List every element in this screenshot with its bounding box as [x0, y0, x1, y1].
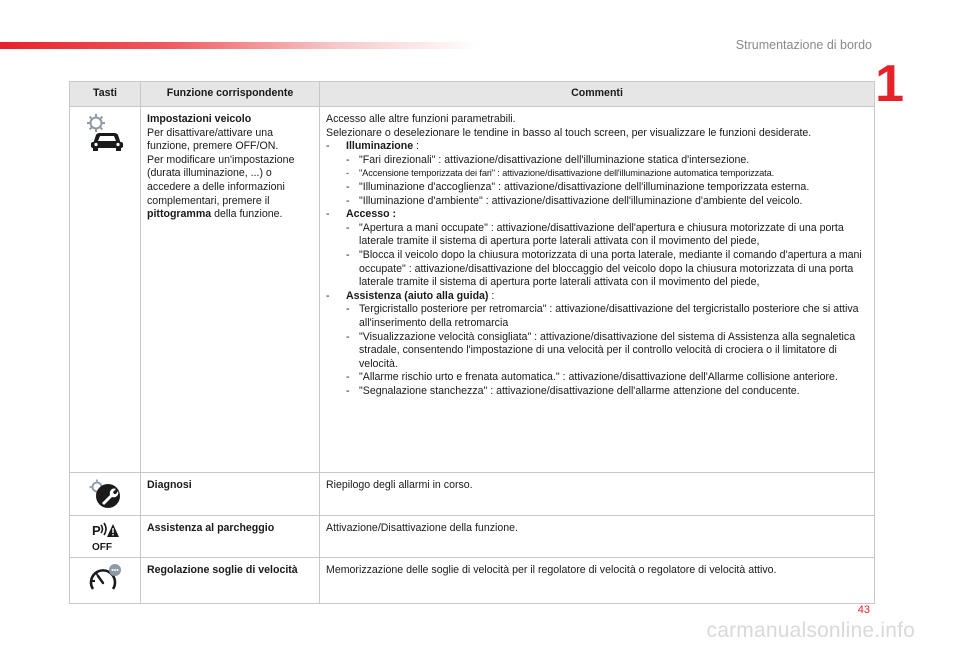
- comment-intro: Selezionare o deselezionare le tendine in basso al touch screen, per visualizzare le funzioni desiderate.: [326, 126, 812, 139]
- column-header-function: Funzione corrispondente: [141, 82, 320, 107]
- list-item-text: "Visualizzazione velocità consigliata" : attivazione/disattivazione del sistema di Assistenza alla segnaletica stradale, consentendo l'impostazione di una velocità per il controllo velocità di crociera o il limitatore di velocità.: [359, 330, 856, 370]
- icon-cell: [70, 558, 141, 604]
- function-text-part: Per modificare un'impostazione (durata illuminazione, ...) o accedere a delle informazioni complementari, premere il: [147, 153, 295, 207]
- list-item-text: "Apertura a mani occupate" : attivazione/disattivazione dell'apertura e chiusura motorizzate di una porta laterale tramite il sistema di apertura porte laterali attivata con il movimento del piede,: [359, 221, 844, 248]
- list-group: - Accesso :: [326, 208, 397, 221]
- function-text-part: della funzione.: [211, 208, 283, 221]
- section-title: Strumentazione di bordo: [735, 38, 872, 52]
- function-cell: [141, 107, 320, 473]
- function-text: Per disattivare/attivare una funzione, premere OFF/ON.: [147, 126, 279, 153]
- table-row-speed-thresholds: [70, 558, 875, 604]
- table-header-row: [70, 82, 875, 107]
- diagnostics-wrench-icon: [88, 478, 122, 510]
- list-item-text: "Segnalazione stanchezza" : attivazione/disattivazione dell'allarme attenzione del conducente.: [359, 384, 800, 397]
- comment-text: Riepilogo degli allarmi in corso.: [326, 479, 473, 491]
- controls-table: [69, 81, 875, 604]
- list-item-text: "Illuminazione d'accoglienza" : attivazione/disattivazione dell'illuminazione temporizzata esterna.: [359, 180, 810, 193]
- column-header-comments: Commenti: [320, 82, 875, 107]
- icon-cell: [70, 515, 141, 558]
- chapter-number: 1: [875, 55, 904, 113]
- page-number: 43: [857, 604, 870, 616]
- list-item: - "Blocca il veicolo dopo la chiusura motorizzata di una porta laterale, mediante il comando d'apertura a mani occupate" : attivazione/disattivazione del bloccaggio del veicolo dopo la chiusura motorizzata di una porta laterale tramite il sistema di apertura porte laterali attivata con il movimento del piede,: [346, 248, 862, 289]
- speed-thresholds-icon: [87, 563, 123, 597]
- table-row-vehicle-settings: [70, 107, 875, 473]
- function-cell: [141, 558, 320, 604]
- list-item: - "Illuminazione d'ambiente" : attivazione/disattivazione dell'illuminazione d'ambiente del veicolo.: [346, 194, 803, 207]
- list-item-text: "Allarme rischio urto e frenata automatica." : attivazione/disattivazione dell'Allarme collisione anteriore.: [359, 371, 838, 384]
- function-cell: [141, 515, 320, 558]
- list-item-text: "Fari direzionali" : attivazione/disattivazione dell'illuminazione statica d'intersezione.: [359, 153, 750, 166]
- group-title: Accesso :: [346, 208, 397, 221]
- comment-text: Attivazione/Disattivazione della funzione.: [326, 521, 518, 534]
- list-item: - "Segnalazione stanchezza" : attivazione/disattivazione dell'allarme attenzione del conducente.: [346, 384, 800, 397]
- list-item: - "Accensione temporizzata dei fari" : attivazione/disattivazione dell'illuminazione automatica temporizzata.: [346, 168, 775, 179]
- table-row-parking-assist: [70, 515, 875, 558]
- group-suffix: :: [413, 140, 419, 153]
- list-item: - "Allarme rischio urto e frenata automatica." : attivazione/disattivazione dell'Allarme collisione anteriore.: [346, 371, 838, 384]
- group-suffix: :: [488, 289, 495, 302]
- list-group: - Illuminazione :: [326, 140, 419, 153]
- comment-cell: [320, 473, 875, 516]
- icon-cell: [70, 107, 141, 473]
- list-item-text: "Blocca il veicolo dopo la chiusura motorizzata di una porta laterale, mediante il comando d'apertura a mani occupate" : attivazione/disattivazione del bloccaggio del veicolo dopo la chiusura motorizzata di una porta laterale tramite il sistema di apertura porte laterali attivata con il movimento del piede,: [359, 248, 862, 289]
- list-item: - Tergicristallo posteriore per retromarcia" : attivazione/disattivazione del tergicristallo posteriore che si attiva all'inserimento della retromarcia: [346, 303, 859, 329]
- list-item: - "Apertura a mani occupate" : attivazione/disattivazione dell'apertura e chiusura motorizzate di una porta laterale tramite il sistema di apertura porte laterali attivata con il movimento del piede,: [346, 221, 844, 248]
- comment-intro: Accesso alle altre funzioni parametrabili.: [326, 113, 516, 125]
- function-title: Regolazione soglie di velocità: [147, 564, 298, 577]
- list-item: - "Illuminazione d'accoglienza" : attivazione/disattivazione dell'illuminazione temporizzata esterna.: [346, 180, 810, 193]
- list-item: - "Fari direzionali" : attivazione/disattivazione dell'illuminazione statica d'intersezione.: [346, 153, 750, 166]
- group-title: Assistenza (aiuto alla guida): [346, 289, 489, 302]
- comment-cell: [320, 558, 875, 604]
- list-item-text: Tergicristallo posteriore per retromarcia" : attivazione/disattivazione del tergicristallo posteriore che si attiva all'inserimento della retromarcia: [359, 303, 859, 329]
- function-title: Diagnosi: [147, 479, 192, 491]
- list-group: - Assistenza (aiuto alla guida) :: [326, 289, 495, 302]
- function-title: Impostazioni veicolo: [147, 113, 252, 125]
- svg-text:P: P: [92, 522, 101, 538]
- comment-cell: [320, 515, 875, 558]
- comment-text: Memorizzazione delle soglie di velocità per il regolatore di velocità o regolatore di velocità attivo.: [326, 564, 777, 577]
- watermark: carmanualsonline.info: [706, 619, 915, 642]
- top-accent-bar: [0, 42, 480, 49]
- function-cell: [141, 473, 320, 516]
- group-title: Illuminazione: [346, 140, 414, 153]
- parking-assist-off-icon: [87, 521, 123, 553]
- function-text: [147, 154, 313, 222]
- icon-cell: [70, 473, 141, 516]
- list-item-text: "Illuminazione d'ambiente" : attivazione/disattivazione dell'illuminazione d'ambiente del veicolo.: [359, 194, 803, 207]
- list-item-text: "Accensione temporizzata dei fari" : attivazione/disattivazione dell'illuminazione automatica temporizzata.: [359, 168, 775, 179]
- list-item: - "Visualizzazione velocità consigliata" : attivazione/disattivazione del sistema di Assistenza alla segnaletica stradale, consentendo l'impostazione di una velocità per il controllo velocità di crociera o il limitatore di velocità.: [346, 330, 856, 370]
- function-text-bold: pittogramma: [147, 208, 212, 221]
- column-header-keys: Tasti: [70, 82, 141, 107]
- off-label: OFF: [92, 541, 112, 553]
- comment-cell: [320, 107, 875, 473]
- function-title: Assistenza al parcheggio: [147, 521, 275, 534]
- vehicle-settings-icon: [83, 112, 127, 152]
- table-row-diagnostics: [70, 473, 875, 516]
